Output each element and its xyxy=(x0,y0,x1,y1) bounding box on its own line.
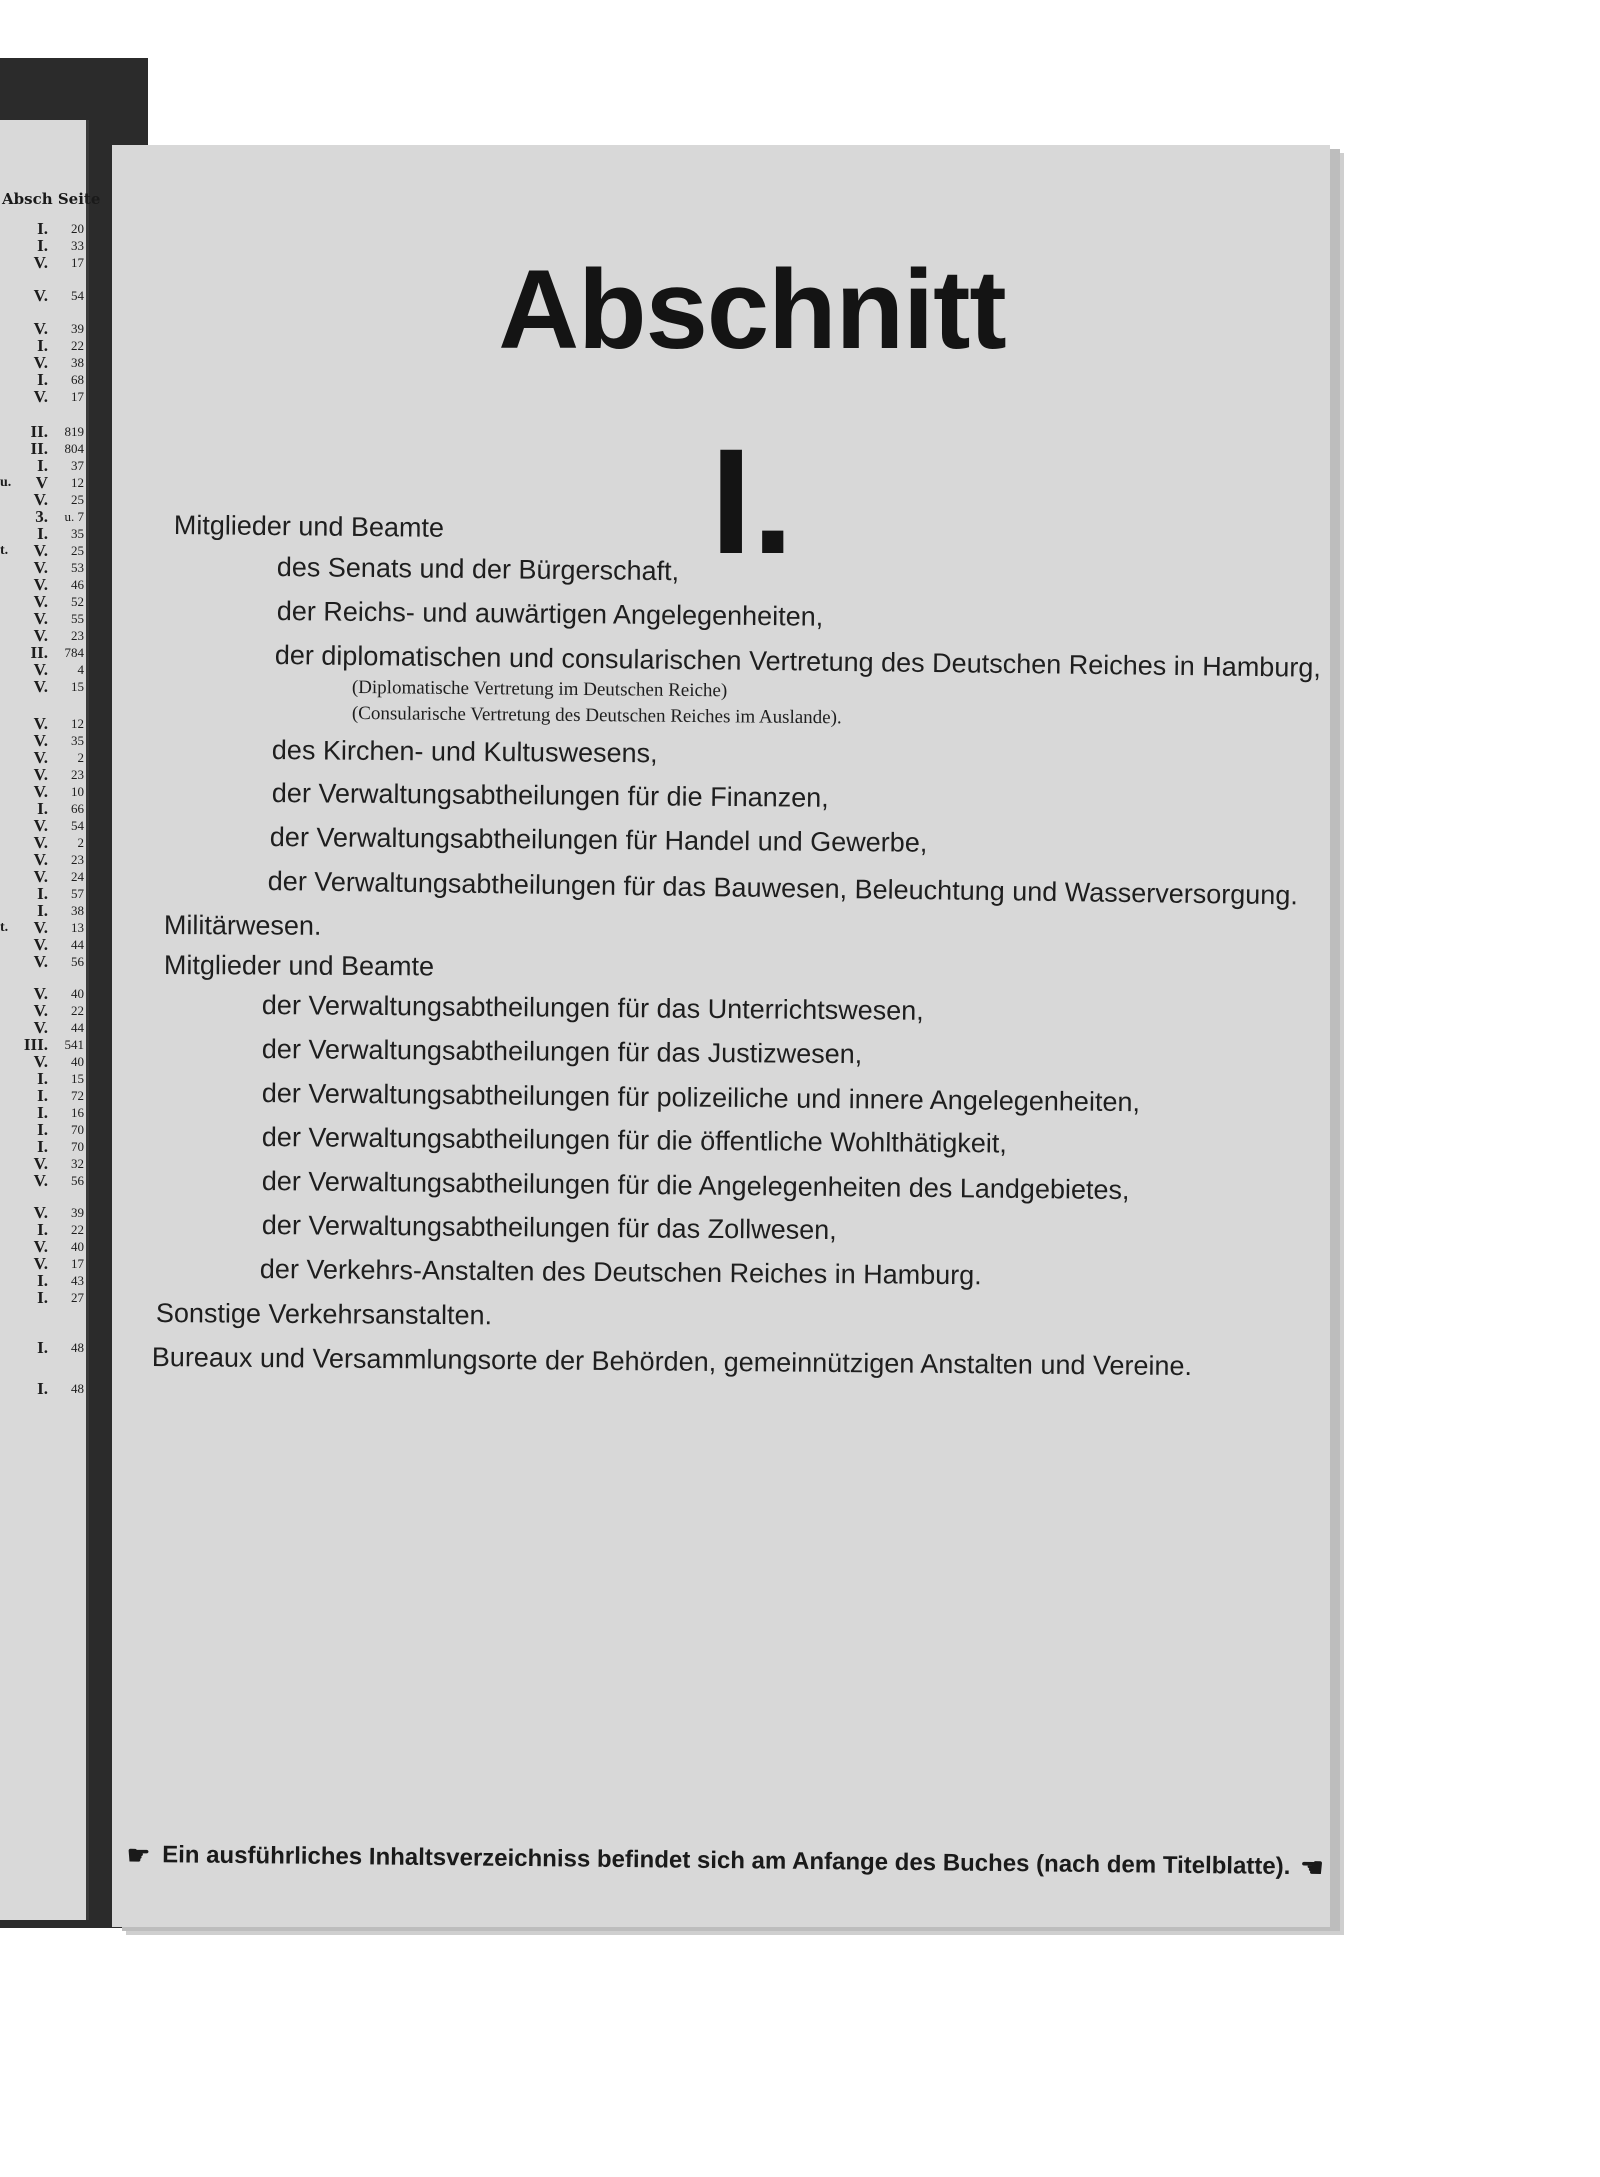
index-row-section: II. xyxy=(30,422,48,441)
index-row-section: I. xyxy=(37,901,48,920)
index-row-section: V. xyxy=(33,782,48,801)
index-row-section: V. xyxy=(33,1154,48,1173)
index-row-section: I. xyxy=(37,1103,48,1122)
index-row-prefix: t. xyxy=(0,543,9,558)
index-row xyxy=(0,953,86,971)
index-row-page: 17 xyxy=(71,389,84,404)
index-row-page: 57 xyxy=(71,886,84,901)
previous-page-strip xyxy=(0,120,101,1920)
contents-line: der Verwaltungsabtheilungen für polizeiliche und innere Angelegenheiten, xyxy=(261,1078,1141,1118)
index-row-section: I. xyxy=(37,799,48,818)
contents-line: Militärwesen. xyxy=(163,910,322,941)
section-numeral: I. xyxy=(710,417,794,585)
index-row-page: 23 xyxy=(71,628,84,643)
index-row-section: I. xyxy=(37,1379,48,1398)
index-row-section: V. xyxy=(33,748,48,767)
index-row-section: V. xyxy=(33,867,48,886)
contents-subnote: (Diplomatische Vertretung im Deutschen Reiche) xyxy=(351,677,728,702)
index-row-section: I. xyxy=(37,1338,48,1357)
index-row-section: II. xyxy=(30,643,48,662)
index-row-page: 32 xyxy=(71,1156,84,1171)
index-row-section: V. xyxy=(33,609,48,628)
index-row-page: 37 xyxy=(71,458,84,473)
index-row-section: V. xyxy=(33,918,48,937)
index-row-page: 13 xyxy=(71,920,84,935)
index-row-page: 784 xyxy=(64,645,84,660)
index-row xyxy=(0,1172,86,1190)
pointing-hand-left-icon: ☚ xyxy=(1300,1852,1324,1883)
contents-line: der Verwaltungsabtheilungen für die Angelegenheiten des Landgebietes, xyxy=(261,1166,1130,1206)
index-row-page: 27 xyxy=(71,1290,84,1305)
index-row-section: V. xyxy=(33,935,48,954)
contents-line: der Verwaltungsabtheilungen für das Bauwesen, Beleuchtung und Wasserversorgung. xyxy=(267,866,1299,911)
contents-line: der Verwaltungsabtheilungen für Handel und Gewerbe, xyxy=(269,822,928,858)
index-row-page: 804 xyxy=(64,441,84,456)
index-row-page: 22 xyxy=(71,1003,84,1018)
index-row-page: 4 xyxy=(77,662,84,677)
index-row-page: 23 xyxy=(71,852,84,867)
index-row-section: V. xyxy=(33,592,48,611)
index-column-header: Absch Seite xyxy=(2,190,101,208)
index-row-page: 70 xyxy=(71,1139,84,1154)
index-row-section: I. xyxy=(37,1120,48,1139)
index-row-section: V. xyxy=(33,765,48,784)
index-row-section: V. xyxy=(33,490,48,509)
index-row-page: 48 xyxy=(71,1340,84,1355)
index-row-page: 54 xyxy=(71,288,84,303)
contents-line: der Verkehrs-Anstalten des Deutschen Reiches in Hamburg. xyxy=(259,1254,982,1291)
contents-line: der Verwaltungsabtheilungen für das Unterrichtswesen, xyxy=(261,990,924,1026)
contents-line: Bureaux und Versammlungsorte der Behörden, gemeinnützigen Anstalten und Vereine. xyxy=(151,1342,1193,1382)
index-row-section: V. xyxy=(33,387,48,406)
pointing-hand-right-icon: ☛ xyxy=(126,1840,151,1871)
index-row-page: 44 xyxy=(71,1020,84,1035)
index-row-prefix: t. xyxy=(0,920,9,935)
index-row-section: V. xyxy=(33,1254,48,1273)
index-row-page: 38 xyxy=(71,355,84,370)
index-row xyxy=(0,254,86,272)
contents-line: des Senats und der Bürgerschaft, xyxy=(276,552,680,587)
index-row-section: V. xyxy=(33,731,48,750)
contents-line: der Reichs- und auwärtigen Angelegenheiten, xyxy=(276,596,824,632)
contents-subnote: (Consularische Vertretung des Deutschen Reiches im Auslande). xyxy=(351,703,842,729)
index-row-page: 40 xyxy=(71,1054,84,1069)
index-row-section: III. xyxy=(23,1035,48,1054)
index-row-page: 15 xyxy=(71,679,84,694)
footer-note-text: Ein ausführliches Inhaltsverzeichniss befindet sich am Anfange des Buches (nach dem Titelblatte). xyxy=(162,1841,1291,1881)
index-row-page: 52 xyxy=(71,594,84,609)
index-row-section: V. xyxy=(33,1018,48,1037)
index-row-section: V. xyxy=(33,626,48,645)
index-row-section: V. xyxy=(33,1001,48,1020)
index-row-page: 17 xyxy=(71,1256,84,1271)
index-row-page: 12 xyxy=(71,716,84,731)
index-row-section: V. xyxy=(33,1052,48,1071)
index-row-page: 25 xyxy=(71,492,84,507)
index-row-page: 17 xyxy=(71,255,84,270)
index-row-page: 56 xyxy=(71,1173,84,1188)
index-row-section: V. xyxy=(33,558,48,577)
index-row-section: II. xyxy=(30,439,48,458)
index-row-section: I. xyxy=(37,336,48,355)
index-row-page: 22 xyxy=(71,1222,84,1237)
index-row-section: V. xyxy=(33,816,48,835)
index-row-page: 15 xyxy=(71,1071,84,1086)
index-row-page: 25 xyxy=(71,543,84,558)
contents-line: der Verwaltungsabtheilungen für die öffentliche Wohlthätigkeit, xyxy=(261,1122,1007,1159)
index-row-page: u. 7 xyxy=(64,509,84,524)
index-row-page: 55 xyxy=(71,611,84,626)
index-row-page: 35 xyxy=(71,526,84,541)
index-row-section: I. xyxy=(37,1086,48,1105)
index-row-section: V. xyxy=(33,575,48,594)
index-row-page: 70 xyxy=(71,1122,84,1137)
index-row-section: V. xyxy=(33,984,48,1003)
index-row-section: I. xyxy=(37,219,48,238)
index-row xyxy=(0,1380,86,1398)
index-row-section: I. xyxy=(37,884,48,903)
index-row-section: V. xyxy=(33,833,48,852)
index-row-section: I. xyxy=(37,1271,48,1290)
index-row-page: 39 xyxy=(71,321,84,336)
index-row-section: V xyxy=(35,473,48,492)
index-row xyxy=(0,1289,86,1307)
index-row-page: 35 xyxy=(71,733,84,748)
index-row-section: I. xyxy=(37,456,48,475)
index-row-page: 819 xyxy=(64,424,84,439)
index-row-section: I. xyxy=(37,370,48,389)
index-row-page: 39 xyxy=(71,1205,84,1220)
contents-line: der Verwaltungsabtheilungen für die Finanzen, xyxy=(271,778,829,813)
index-row-page: 23 xyxy=(71,767,84,782)
main-page xyxy=(112,145,1330,1927)
index-row-page: 2 xyxy=(77,835,84,850)
contents-line: der diplomatischen und consularischen Vertretung des Deutschen Reiches in Hamburg, xyxy=(274,640,1322,683)
footer-note xyxy=(127,1840,1327,1884)
index-row-page: 68 xyxy=(71,372,84,387)
index-row-page: 43 xyxy=(71,1273,84,1288)
index-row-page: 16 xyxy=(71,1105,84,1120)
index-row-section: I. xyxy=(37,1288,48,1307)
section-title: Abschnitt xyxy=(498,247,1006,372)
index-row-page: 33 xyxy=(71,238,84,253)
index-row-section: V. xyxy=(33,850,48,869)
index-row-section: I. xyxy=(37,236,48,255)
index-row-section: I. xyxy=(37,1069,48,1088)
index-row-page: 56 xyxy=(71,954,84,969)
index-row-page: 10 xyxy=(71,784,84,799)
index-row-section: I. xyxy=(37,1220,48,1239)
index-row-page: 12 xyxy=(71,475,84,490)
contents-line: Sonstige Verkehrsanstalten. xyxy=(155,1298,493,1331)
index-row-page: 46 xyxy=(71,577,84,592)
contents-line: des Kirchen- und Kultuswesens, xyxy=(271,735,658,769)
index-row-section: V. xyxy=(33,353,48,372)
index-row-page: 53 xyxy=(71,560,84,575)
index-row-section: V. xyxy=(33,286,48,305)
index-row-page: 40 xyxy=(71,986,84,1001)
contents-line: Mitglieder und Beamte xyxy=(173,510,445,543)
index-row-page: 38 xyxy=(71,903,84,918)
index-row-section: V. xyxy=(33,660,48,679)
index-row-page: 20 xyxy=(71,221,84,236)
index-row xyxy=(0,678,86,696)
index-row-page: 48 xyxy=(71,1381,84,1396)
contents-line: der Verwaltungsabtheilungen für das Zollwesen, xyxy=(261,1210,837,1246)
index-row-section: V. xyxy=(33,319,48,338)
index-row-section: V. xyxy=(33,541,48,560)
index-row-section: V. xyxy=(33,952,48,971)
contents-line: Mitglieder und Beamte xyxy=(163,950,435,982)
index-row-section: V. xyxy=(33,1203,48,1222)
index-row-section: I. xyxy=(37,1137,48,1156)
index-row-page: 66 xyxy=(71,801,84,816)
contents-line: der Verwaltungsabtheilungen für das Justizwesen, xyxy=(261,1034,863,1070)
index-row-page: 541 xyxy=(64,1037,84,1052)
index-row-section: V. xyxy=(33,1171,48,1190)
index-row-page: 22 xyxy=(71,338,84,353)
index-row-page: 24 xyxy=(71,869,84,884)
index-row xyxy=(0,388,86,406)
index-row-section: V. xyxy=(33,1237,48,1256)
index-row-section: V. xyxy=(33,714,48,733)
index-row-section: V. xyxy=(33,253,48,272)
index-row-section: V. xyxy=(33,677,48,696)
index-row-prefix: u. xyxy=(0,475,12,490)
index-row xyxy=(0,1339,86,1357)
index-row-page: 40 xyxy=(71,1239,84,1254)
index-row xyxy=(0,287,86,305)
index-row-section: I. xyxy=(37,524,48,543)
index-row-page: 44 xyxy=(71,937,84,952)
index-row-section: 3. xyxy=(35,507,48,526)
index-row-page: 72 xyxy=(71,1088,84,1103)
index-row-page: 2 xyxy=(77,750,84,765)
index-row-page: 54 xyxy=(71,818,84,833)
